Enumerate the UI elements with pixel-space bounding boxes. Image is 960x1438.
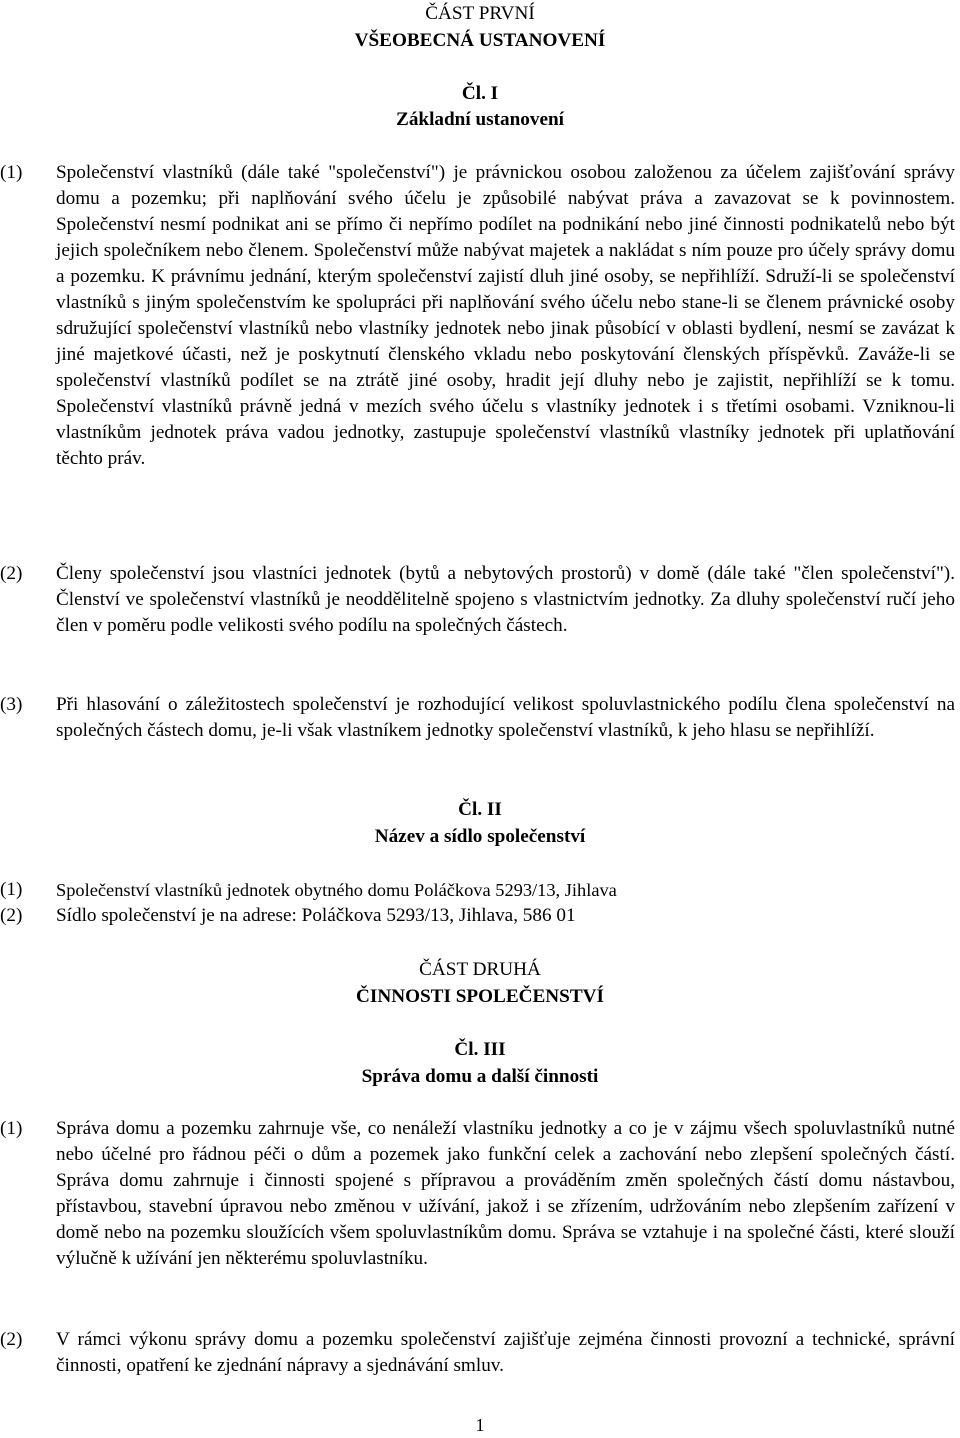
part-subtitle: ČINNOSTI SPOLEČENSTVÍ: [356, 986, 604, 1007]
paragraph-text: Při hlasování o záležitostech společenství je rozhodující velikost spoluvlastnického podílu člena společenství na společných částech domu, je-li však vlastníkem jednotky společenství vlastníků, k jeho hlasu se nepřihlíží.: [56, 694, 955, 741]
paragraph-number: (1): [0, 879, 23, 900]
paragraph-text: Správa domu a pozemku zahrnuje vše, co nenáleží vlastníku jednotky a co je v zájmu všech spoluvlastníků nutné nebo účelné pro řádnou péči o dům a pozemek jako funkční celek a zachování nebo zlepšení společných částí. Správa domu zahrnuje i činnosti spojené s přípravou a prováděním změn společných částí domu nástavbou, přístavbou, stavební úpravou nebo změnou v užívání, jakož i se zřízením, udržováním nebo zlepšením zařízení v domě nebo na pozemku sloužících všem spoluvlastníkům domu. Správa se vztahuje i na společné části, které slouží výlučně k užívání jen některému spoluvlastníku.: [56, 1118, 955, 1269]
paragraph-text: Sídlo společenství je na adrese: Poláčkova 5293/13, Jihlava, 586 01: [56, 905, 576, 926]
article-title: Správa domu a další činnosti: [361, 1066, 599, 1087]
article-number: Čl. I: [461, 83, 499, 104]
article-number: Čl. II: [458, 799, 502, 820]
paragraph-number: (1): [0, 1118, 23, 1139]
paragraph-number: (2): [0, 1329, 23, 1350]
part-title: ČÁST DRUHÁ: [419, 959, 541, 980]
paragraph-text: Společenství vlastníků (dále také "společenství") je právnickou osobou založenou za účelem zajišťování správy domu a pozemku; při naplňování svého účelu je způsobilé nabývat práva a zavazovat se k povinnostem. Společenství nesmí podnikat ani se přímo či nepřímo podílet na podnikání nebo jiné činnosti podnikatelů nebo být jejich společníkem nebo členem. Společenství může nabývat majetek a nakládat s ním pouze pro účely správy domu a pozemku. K právnímu jednání, kterým společenství zajistí dluh jiné osoby, se nepřihlíží. Sdruží-li se společenství vlastníků s jiným společenstvím ke spolupráci při naplňování svého účelu nebo stane-li se členem právnické osoby sdružující společenství vlastníků nebo vlastníky jednotek nebo jinak působící v oblasti bydlení, nesmí se zavázat k jiné majetkové účasti, než je poskytnutí členského vkladu nebo poskytování členských příspěvků. Zaváže-li se společenství vlastníků podílet se na ztrátě jiné osoby, hradit její dluhy nebo je zajistit, nepřihlíží se k tomu. Společenství vlastníků právně jedná v mezích svého účelu s vlastníky jednotek i s třetími osobami. Vzniknou-li vlastníkům jednotek práva vadou jednotky, zastupuje společenství vlastníků vlastníky jednotek při uplatňování těchto práv.: [56, 162, 955, 469]
paragraph-number: (3): [0, 694, 23, 715]
paragraph-text: Společenství vlastníků jednotek obytného domu Poláčkova 5293/13, Jihlava: [56, 880, 617, 900]
article-title: Základní ustanovení: [396, 109, 564, 130]
paragraph-text: Členy společenství jsou vlastníci jednotek (bytů a nebytových prostorů) v domě (dále také "člen společenství"). Členství ve společenství vlastníků je neoddělitelně spojeno s vlastnictvím jednotky. Za dluhy společenství ručí jeho člen v poměru podle velikosti svého podílu na společných částech.: [56, 563, 955, 636]
part-title: ČÁST PRVNÍ: [425, 3, 535, 24]
paragraph-number: (2): [0, 563, 23, 584]
article-title: Název a sídlo společenství: [374, 826, 586, 847]
paragraph-number: (2): [0, 905, 23, 926]
paragraph-text: V rámci výkonu správy domu a pozemku společenství zajišťuje zejména činnosti provozní a technické, správní činnosti, opatření ke zjednání nápravy a sjednávání smluv.: [56, 1329, 955, 1376]
part-subtitle: VŠEOBECNÁ USTANOVENÍ: [354, 30, 606, 51]
article-number: Čl. III: [454, 1039, 506, 1060]
page-number: 1: [475, 1415, 485, 1435]
paragraph-number: (1): [0, 162, 23, 183]
